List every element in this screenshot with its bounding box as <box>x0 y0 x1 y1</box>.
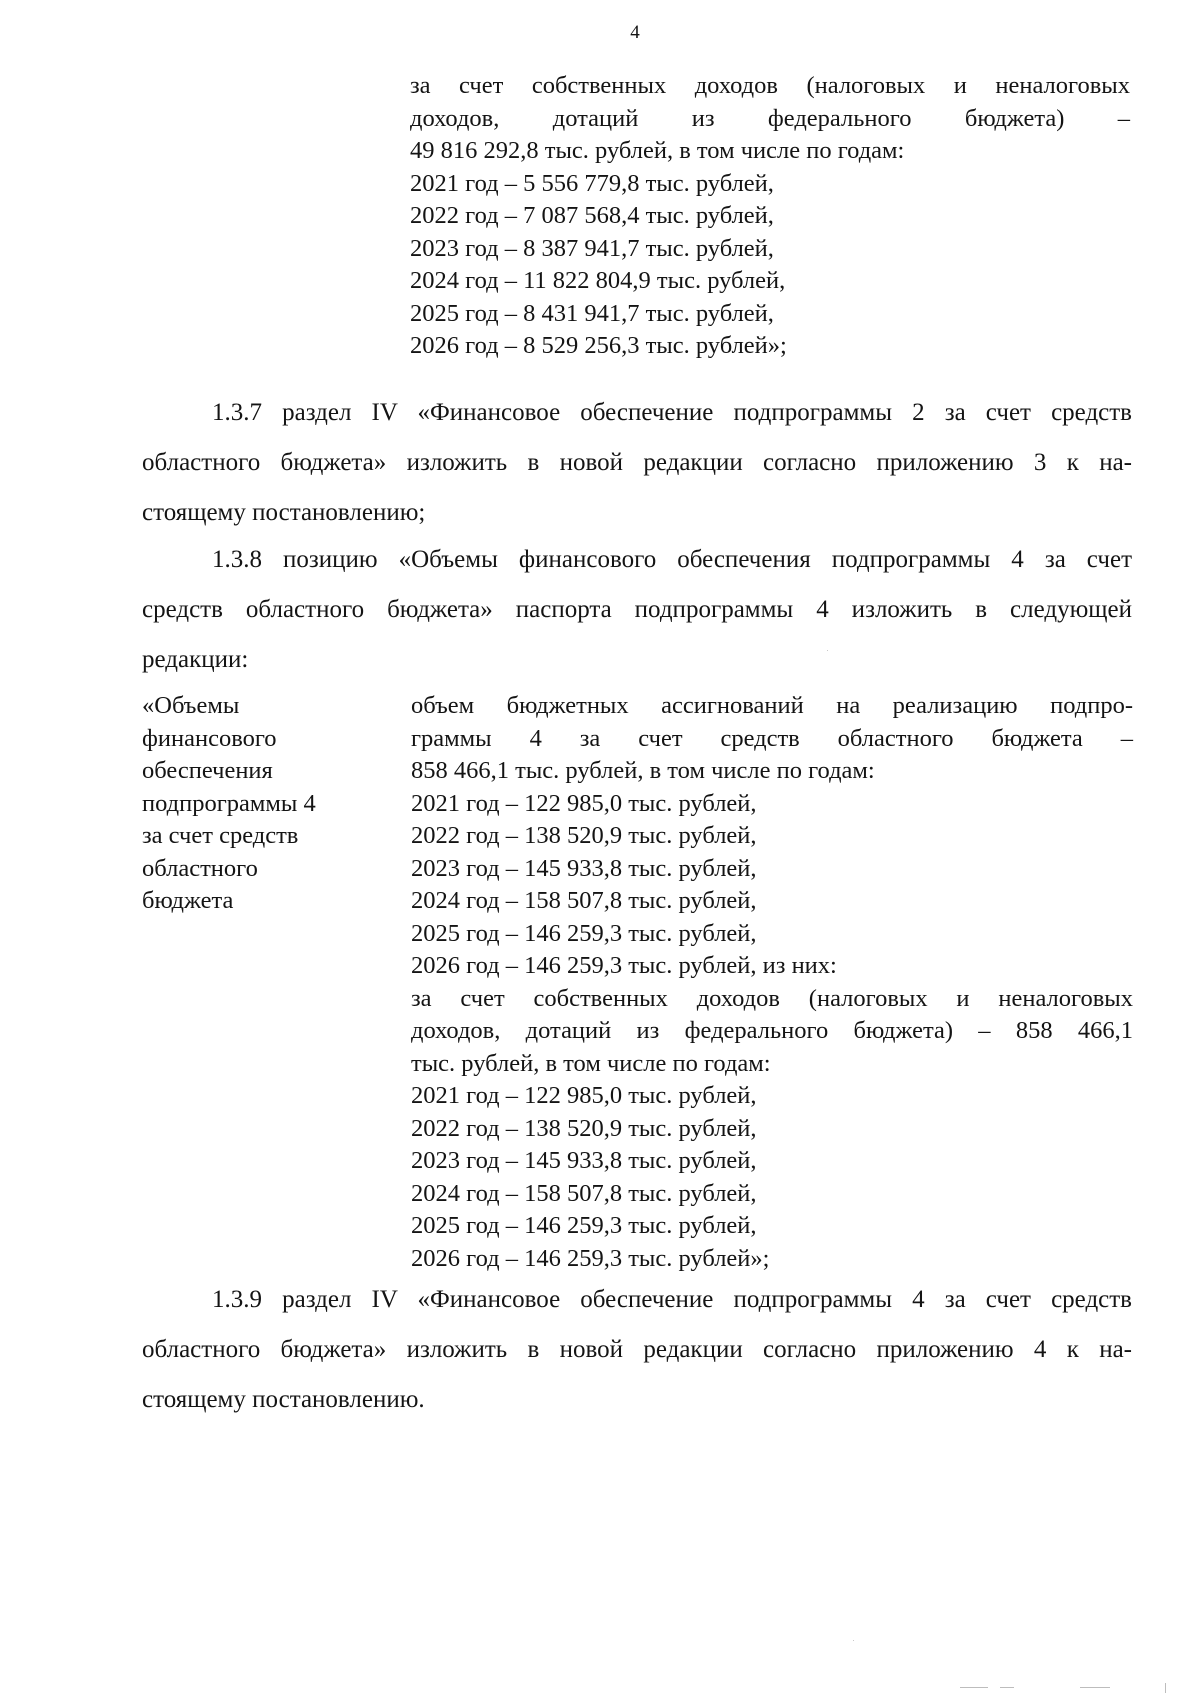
passport-content-line: 2021 год – 122 985,0 тыс. рублей, <box>411 789 757 817</box>
scan-edge-marks <box>960 1683 1180 1697</box>
continuation-line: 2024 год – 11 822 804,9 тыс. рублей, <box>410 267 786 294</box>
passport-content-line: доходов, дотаций из федерального бюджета) – 858 466,1 <box>411 1017 1133 1044</box>
paragraph-line: стоящему постановлению; <box>142 499 426 526</box>
passport-label-line: финансового <box>142 724 277 752</box>
passport-label-line: «Объемы <box>142 692 240 719</box>
passport-content-line: 2025 год – 146 259,3 тыс. рублей, <box>411 1212 757 1239</box>
passport-label-line: областного <box>142 854 258 882</box>
passport-content-column <box>411 690 1133 1275</box>
paragraph-line: областного бюджета» изложить в новой редакции согласно приложению 3 к на- <box>142 449 1132 476</box>
passport-content-line: 2023 год – 145 933,8 тыс. рублей, <box>411 854 757 882</box>
passport-content-line: граммы 4 за счет средств областного бюджета – <box>411 724 1133 752</box>
passport-content-line: тыс. рублей, в том числе по годам: <box>411 1049 771 1077</box>
continuation-line: 2026 год – 8 529 256,3 тыс. рублей»; <box>410 332 787 359</box>
passport-content-line: 2023 год – 145 933,8 тыс. рублей, <box>411 1147 757 1174</box>
passport-content-line: 2025 год – 146 259,3 тыс. рублей, <box>411 919 757 947</box>
paragraph-line: стоящему постановлению. <box>142 1386 425 1413</box>
passport-label-line: подпрограммы 4 <box>142 789 316 817</box>
passport-content-line: 2022 год – 138 520,9 тыс. рублей, <box>411 822 757 849</box>
scan-speck <box>853 1640 854 1641</box>
passport-content-line: за счет собственных доходов (налоговых и неналоговых <box>411 984 1133 1012</box>
paragraph-line: 1.3.7 раздел IV «Финансовое обеспечение подпрограммы 2 за счет средств <box>212 399 1132 426</box>
paragraph-line: областного бюджета» изложить в новой редакции согласно приложению 4 к на- <box>142 1336 1132 1363</box>
passport-content-line: 2026 год – 146 259,3 тыс. рублей, из них: <box>411 952 837 979</box>
paragraph-line: средств областного бюджета» паспорта подпрограммы 4 изложить в следующей <box>142 596 1132 623</box>
paragraph-1-3-9 <box>142 1275 1132 1425</box>
continuation-line: 2025 год – 8 431 941,7 тыс. рублей, <box>410 299 774 327</box>
passport-label-column <box>142 690 382 918</box>
continuation-line: 2023 год – 8 387 941,7 тыс. рублей, <box>410 234 774 262</box>
passport-content-line: 2022 год – 138 520,9 тыс. рублей, <box>411 1114 757 1142</box>
continuation-line: 2022 год – 7 087 568,4 тыс. рублей, <box>410 202 774 229</box>
passport-content-line: 2024 год – 158 507,8 тыс. рублей, <box>411 1179 757 1207</box>
continuation-line: за счет собственных доходов (налоговых и неналоговых <box>410 72 1130 99</box>
passport-content-line: объем бюджетных ассигнований на реализацию подпро- <box>411 692 1133 719</box>
passport-content-line: 2021 год – 122 985,0 тыс. рублей, <box>411 1082 757 1109</box>
paragraph-line: редакции: <box>142 646 249 673</box>
passport-content-line: 2026 год – 146 259,3 тыс. рублей»; <box>411 1244 770 1272</box>
page-number: 4 <box>630 22 640 43</box>
scan-speck <box>827 650 828 651</box>
continuation-line: 49 816 292,8 тыс. рублей, в том числе по годам: <box>410 137 905 164</box>
paragraph-1-3-7 <box>142 388 1132 538</box>
continuation-line: 2021 год – 5 556 779,8 тыс. рублей, <box>410 169 774 197</box>
paragraph-1-3-8 <box>142 535 1132 685</box>
passport-label-line: обеспечения <box>142 757 273 784</box>
paragraph-line: 1.3.9 раздел IV «Финансовое обеспечение подпрограммы 4 за счет средств <box>212 1286 1132 1313</box>
passport-content-line: 858 466,1 тыс. рублей, в том числе по годам: <box>411 757 875 784</box>
passport-label-line: за счет средств <box>142 822 299 849</box>
continuation-block <box>410 70 1130 363</box>
paragraph-line: 1.3.8 позицию «Объемы финансового обеспечения подпрограммы 4 за счет <box>212 546 1132 573</box>
passport-label-line: бюджета <box>142 887 234 914</box>
continuation-line: доходов, дотаций из федерального бюджета) – <box>410 104 1130 132</box>
passport-content-line: 2024 год – 158 507,8 тыс. рублей, <box>411 887 757 914</box>
